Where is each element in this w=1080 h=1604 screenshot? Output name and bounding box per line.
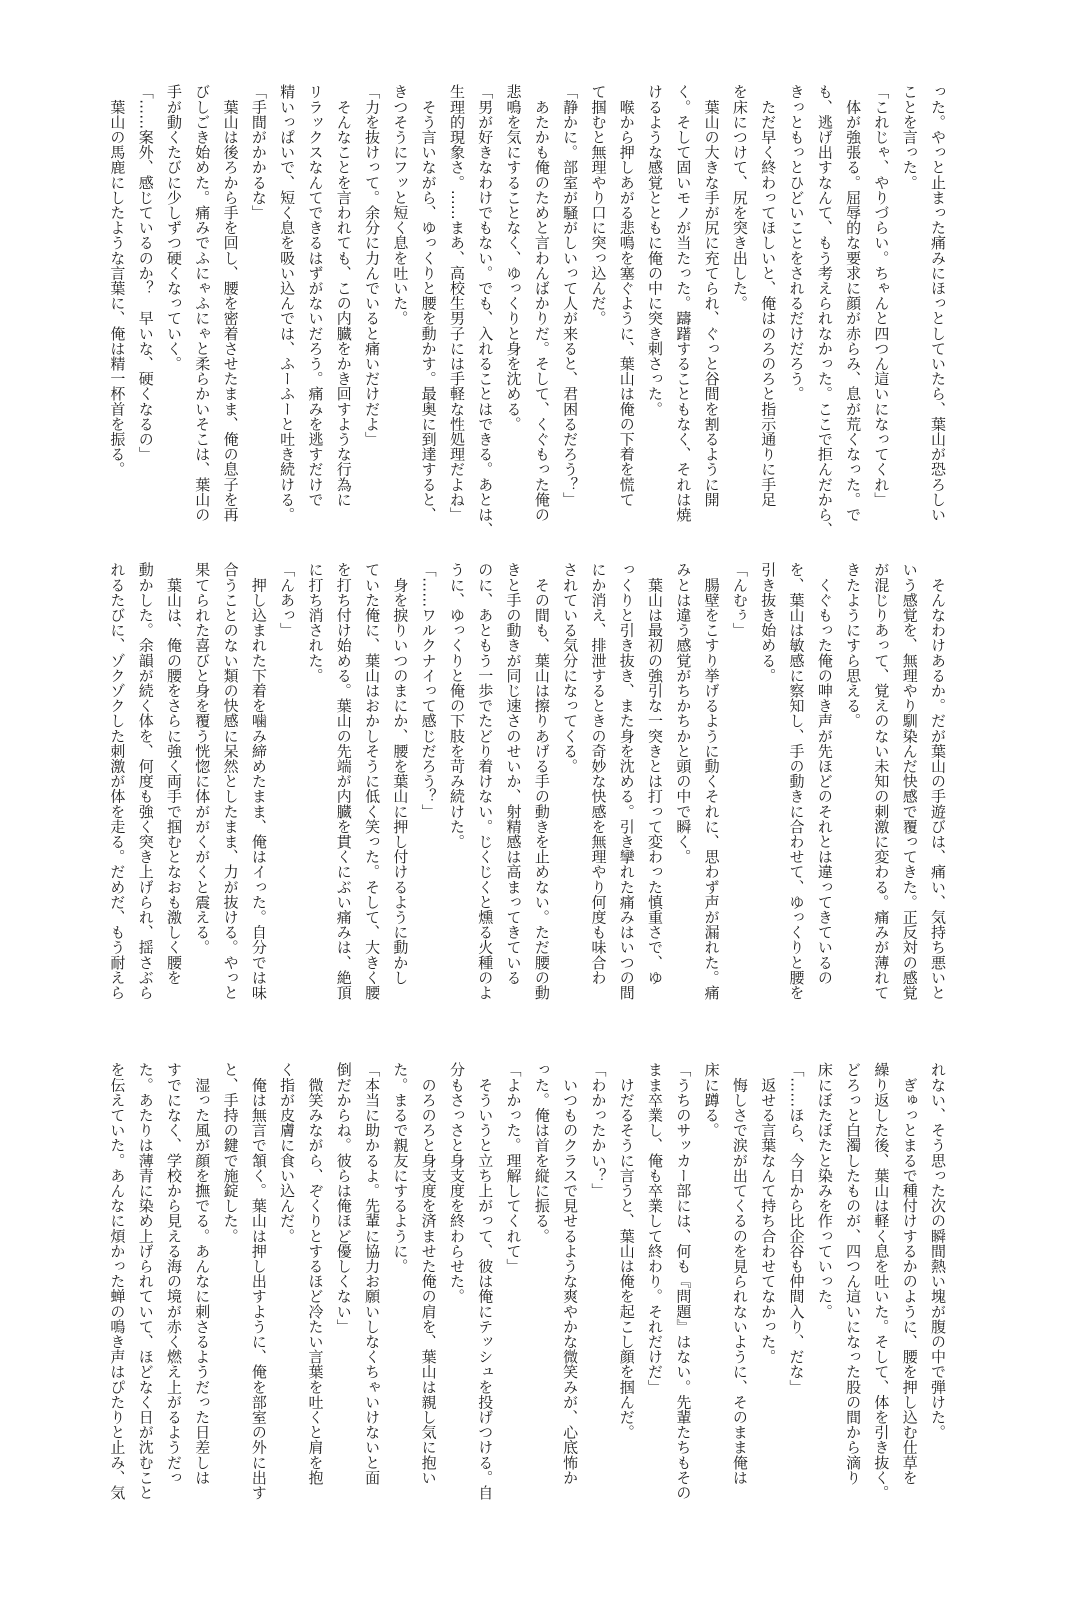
text-line: そんなわけあるか。だが葉山の手遊びは、痛い、気持ち悪いと: [929, 562, 947, 1000]
text-line: 「わかったかい？」: [589, 1062, 608, 1198]
text-line: た。まるで親友にするように。: [391, 1062, 410, 1274]
text-line: れるたびに、ゾクゾクした刺激が体を走る。だめだ、もう耐えら: [108, 562, 127, 1000]
text-line: きつそうにフッと短く息を吐いた。: [391, 84, 410, 326]
text-line: 悲鳴を気にすることなく、ゆっくりと身を沈める。: [504, 84, 523, 432]
text-line: すでになく、学校から見える海の境が赤く燃え上がるようだっ: [164, 1062, 183, 1485]
text-block-bottom: [102, 1062, 952, 1532]
text-line: く指が皮膚に食い込んだ。: [278, 1062, 297, 1244]
text-line: 「これじゃ、やりづらい。ちゃんと四つん這いになってくれ」: [872, 84, 891, 507]
text-line: 俺は無言で頷く。葉山は押し出すように、俺を部室の外に出す: [249, 1062, 268, 1500]
text-line: 「力を抜けって。余分に力んでいると痛いだけだよ」: [363, 84, 382, 447]
text-line: きたようにすら思える。: [844, 562, 863, 729]
text-line: く。そして固いモノが当たった。躊躇することもなく、それは焼: [674, 84, 693, 522]
text-line: 繰り返した後、葉山は軽く息を吐いた。そして、体を引き抜く。: [872, 1062, 891, 1500]
text-line: 「うちのサッカー部には、何も『問題』はない。先輩たちもその: [674, 1062, 693, 1500]
text-line: った。やっと止まった痛みにほっとしていたら、葉山が恐ろしい: [929, 84, 947, 522]
text-line: た。あたりは薄青に染め上げられていて、ほどなく日が沈むこと: [136, 1062, 155, 1500]
text-line: リラックスなんてできるはずがないだろう。痛みを逃すだけで: [306, 84, 325, 507]
text-line: 精いっぱいで、短く息を吸い込んでは、ふーふーと吐き続ける。: [278, 84, 297, 522]
text-line: にか消え、排泄するときの奇妙な快感を無理やり何度も味合わ: [589, 562, 608, 985]
text-line: うに、ゆっくりと俺の下肢を苛み続けた。: [447, 562, 466, 849]
text-line: 「……案外、感じているのか？ 早いな、硬くなるの」: [136, 84, 155, 462]
text-line: ていた俺に、葉山はおかしそうに低く笑った。そして、大きく腰: [363, 562, 382, 1000]
text-line: 「……ワルクナイって感じだろう？」: [419, 562, 438, 819]
text-line: いつものクラスで見せるような爽やかな微笑みが、心底怖か: [561, 1062, 580, 1485]
text-line: ぎゅっとまるで種付けするかのように、腰を押し込む仕草を: [900, 1062, 919, 1485]
text-line: に打ち消された。: [306, 562, 325, 683]
text-line: 倒だからね。彼らは俺ほど優しくない」: [334, 1062, 353, 1334]
text-line: のろのろと身支度を済ませた俺の肩を、葉山は親し気に抱い: [419, 1062, 438, 1485]
text-line: そんなことを言われても、この内臓をかき回すような行為に: [334, 84, 353, 507]
text-line: 湿った風が顔を撫でる。あんなに刺さるようだった日差しは: [193, 1062, 212, 1485]
text-line: 引き抜き始める。: [759, 562, 778, 683]
text-line: を伝えていた。あんなに煩かった蝉の鳴き声はぴたりと止み、気: [108, 1062, 127, 1500]
text-line: けだるそうに言うと、葉山は俺を起こし顔を掴んだ。: [617, 1062, 636, 1440]
text-line: 体が強張る。屈辱的な要求に顔が赤らみ、息が荒くなった。で: [844, 84, 863, 522]
text-line: ただ早く終わってほしいと、俺はのろのろと指示通りに手足: [759, 84, 778, 507]
text-line: 悔しさで涙が出てくるのを見られないように、そのまま俺は: [730, 1062, 749, 1485]
text-line: 微笑みながら、ぞくりとするほど冷たい言葉を吐くと肩を抱: [306, 1062, 325, 1485]
text-line: 葉山は最初の強引な一突きとは打って変わった慎重さで、ゆ: [646, 562, 665, 985]
text-line: を、葉山は敏感に察知し、手の動きに合わせて、ゆっくりと腰を: [787, 562, 806, 1000]
text-line: そういうと立ち上がって、彼は俺にテッシュを投げつける。自: [476, 1062, 495, 1500]
text-line: その間も、葉山は擦りあげる手の動きを止めない。ただ腰の動: [532, 562, 551, 1000]
text-line: 「……ほら、今日から比企谷も仲間入り、だな」: [787, 1062, 806, 1395]
text-line: て掴むと無理やり口に突っ込んだ。: [589, 84, 608, 326]
text-line: った。俺は首を縦に振る。: [532, 1062, 551, 1244]
text-line: が混じりあって、覚えのない未知の刺激に変わる。痛みが薄れて: [872, 562, 891, 1000]
text-line: 床に蹲る。: [702, 1062, 721, 1138]
text-line: 「よかった。理解してくれて」: [504, 1062, 523, 1274]
text-line: あたかも俺のためと言わんばかりだ。そして、くぐもった俺の: [532, 84, 551, 522]
text-block-top: [102, 84, 952, 554]
text-line: されている気分になってくる。: [561, 562, 580, 774]
text-line: そう言いながら、ゆっくりと腰を動かす。最奥に到達すると、: [419, 84, 438, 522]
text-line: 返せる言葉なんて持ち合わせてなかった。: [759, 1062, 778, 1364]
text-line: 葉山の馬鹿にしたような言葉に、俺は精一杯首を振る。: [108, 84, 127, 477]
text-line: 合うことのない類の快感に呆然としたまま、力が抜ける。やっと: [221, 562, 240, 1000]
text-line: 果てられた喜びと身を覆う恍惚に体ががくがくと震える。: [193, 562, 212, 955]
text-line: 身を捩りいつのまにか、腰を葉山に押し付けるように動かし: [391, 562, 410, 985]
text-line: も、逃げ出すなんて、もう考えられなかった。ここで拒んだから、: [815, 84, 834, 537]
text-line: どろっと白濁したものが、四つん這いになった股の間から滴り: [844, 1062, 863, 1485]
text-block-middle: [102, 562, 952, 1032]
text-line: 腸壁をこすり挙げるように動くそれに、思わず声が漏れた。痛: [702, 562, 721, 1000]
text-line: 「んあっ」: [278, 562, 297, 638]
text-line: 「手間がかかるな」: [249, 84, 268, 220]
text-line: いう感覚を、無理やり馴染んだ快感で覆ってきた。正反対の感覚: [900, 562, 919, 1000]
text-line: 「男が好きなわけでもない。でも、入れることはできる。あとは、: [476, 84, 495, 537]
text-line: のに、あともう一歩でたどり着けない。じくじくと燻る火種のよ: [476, 562, 495, 1000]
text-line: まま卒業し、俺も卒業して終わり。それだけだ」: [646, 1062, 665, 1395]
text-line: 生理的現象さ。……まあ、高校生男子には手軽な性処理だよね」: [447, 84, 466, 522]
text-line: きっともっとひどいことをされるだけだろう。: [787, 84, 806, 402]
text-line: っくりと引き抜き、また身を沈める。引き攣れた痛みはいつの間: [617, 562, 636, 1000]
text-line: 押し込まれた下着を噛み締めたまま、俺はイった。自分では味: [249, 562, 268, 1000]
text-line: 手が動くたびに少しずつ硬くなっていく。: [164, 84, 183, 371]
text-line: けるような感覚とともに俺の中に突き刺さった。: [646, 84, 665, 417]
text-line: 「本当に助かるよ。先輩に協力お願いしなくちゃいけないと面: [363, 1062, 382, 1485]
text-line: 「静かに。部室が騒がしいって人が来ると、君困るだろう？」: [561, 84, 580, 507]
text-line: 喉から押しあがる悲鳴を塞ぐように、葉山は俺の下着を慌て: [617, 84, 636, 507]
text-line: 「んむぅ」: [730, 562, 749, 638]
text-line: を打ち付け始める。葉山の先端が内臓を貫くにぶい痛みは、絶頂: [334, 562, 353, 1000]
text-line: 分もさっさと身支度を終わらせた。: [447, 1062, 466, 1304]
text-line: 床にぼたぼたと染みを作っていった。: [815, 1062, 834, 1319]
text-line: ことを言った。: [900, 84, 919, 190]
text-line: と、手持の鍵で施錠した。: [221, 1062, 240, 1244]
text-line: 葉山は後ろから手を回し、腰を密着させたまま、俺の息子を再: [221, 84, 240, 522]
text-line: 動かした。余韻が続く体を、何度も強く突き上げられ、揺さぶら: [136, 562, 155, 1000]
text-line: きと手の動きが同じ速さのせいか、射精感は高まってきている: [504, 562, 523, 985]
text-line: みとは違う感覚がちかちかと頭の中で瞬く。: [674, 562, 693, 864]
text-line: を床につけて、尻を突き出した。: [730, 84, 749, 311]
text-line: 葉山は、俺の腰をさらに強く両手で掴むとなおも激しく腰を: [164, 562, 183, 985]
text-line: 葉山の大きな手が尻に充てられ、ぐっと谷間を割るように開: [702, 84, 721, 507]
text-line: れない、そう思った次の瞬間熱い塊が腹の中で弾けた。: [929, 1062, 947, 1440]
text-line: びしごき始めた。痛みでふにゃふにゃと柔らかいそこは、葉山の: [193, 84, 212, 522]
text-line: くぐもった俺の呻き声が先ほどのそれとは違ってきているの: [815, 562, 834, 985]
